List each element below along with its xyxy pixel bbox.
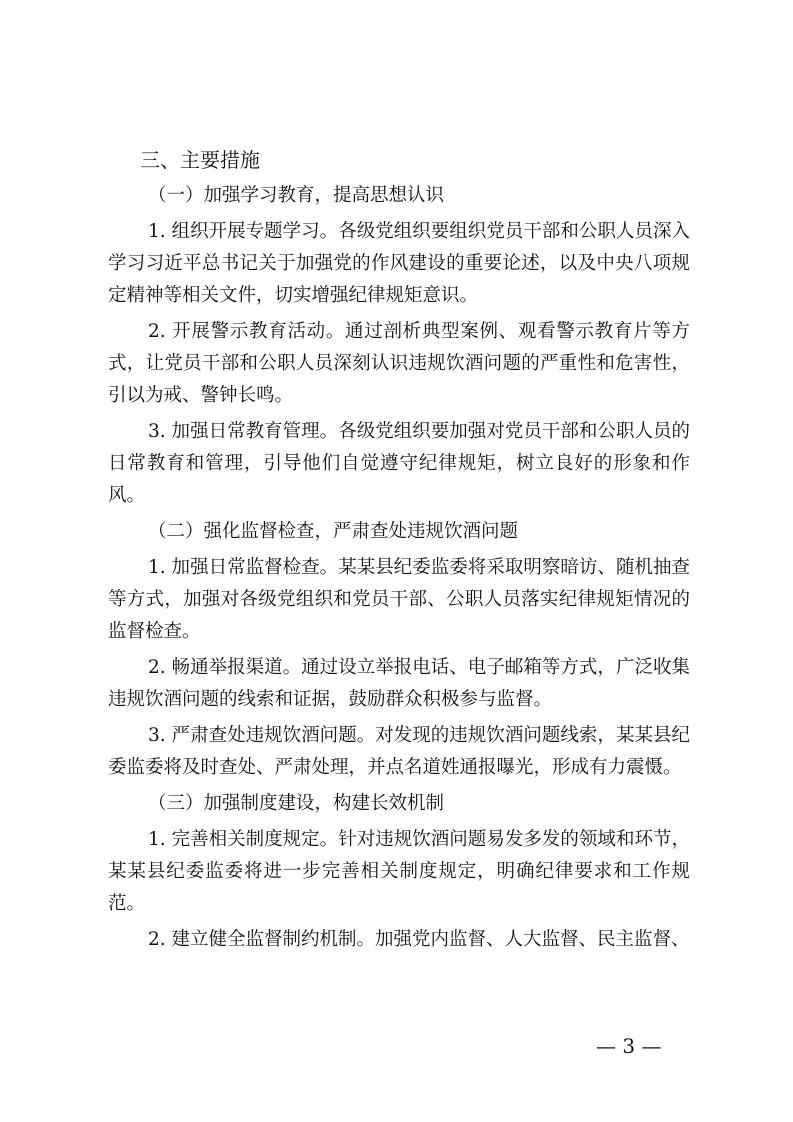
paragraph: 1. 组织开展专题学习。各级党组织要组织党员干部和公职人员深入学习习近平总书记关于加强党的作风建设的重要论述，以及中央八项规定精神等相关文件，切实增强纪律规矩意识。	[108, 221, 690, 306]
document-body	[108, 144, 690, 956]
paragraph: 2. 开展警示教育活动。通过剖析典型案例、观看警示教育片等方式，让党员干部和公职人员深刻认识违规饮酒问题的严重性和危害性，引以为戒、警钟长鸣。	[108, 321, 690, 406]
subsection-title: （二）强化监督检查，严肃查处违规饮酒问题	[148, 521, 519, 542]
paragraph: 2. 畅通举报渠道。通过设立举报电话、电子邮箱等方式，广泛收集违规饮酒问题的线索和证据，鼓励群众积极参与监督。	[108, 657, 690, 710]
page-number: — 3 —	[596, 1034, 662, 1058]
section-heading: 三、主要措施	[140, 148, 260, 172]
subsection-title: （三）加强制度建设，构建长效机制	[148, 793, 445, 814]
subsection-title: （一）加强学习教育，提高思想认识	[148, 185, 445, 206]
paragraph: 3. 加强日常教育管理。各级党组织要加强对党员干部和公职人员的日常教育和管理，引导他们自觉遵守纪律规矩，树立良好的形象和作风。	[108, 421, 690, 506]
paragraph: 3. 严肃查处违规饮酒问题。对发现的违规饮酒问题线索，某某县纪委监委将及时查处、严肃处理，并点名道姓通报曝光，形成有力震慑。	[108, 725, 690, 778]
paragraph: 2. 建立健全监督制约机制。加强党内监督、人大监督、民主监督、	[148, 929, 690, 950]
paragraph: 1. 完善相关制度规定。针对违规饮酒问题易发多发的领域和环节，某某县纪委监委将进一步完善相关制度规定，明确纪律要求和工作规范。	[108, 829, 690, 914]
paragraph: 1. 加强日常监督检查。某某县纪委监委将采取明察暗访、随机抽查等方式，加强对各级党组织和党员干部、公职人员落实纪律规矩情况的监督检查。	[108, 557, 690, 642]
